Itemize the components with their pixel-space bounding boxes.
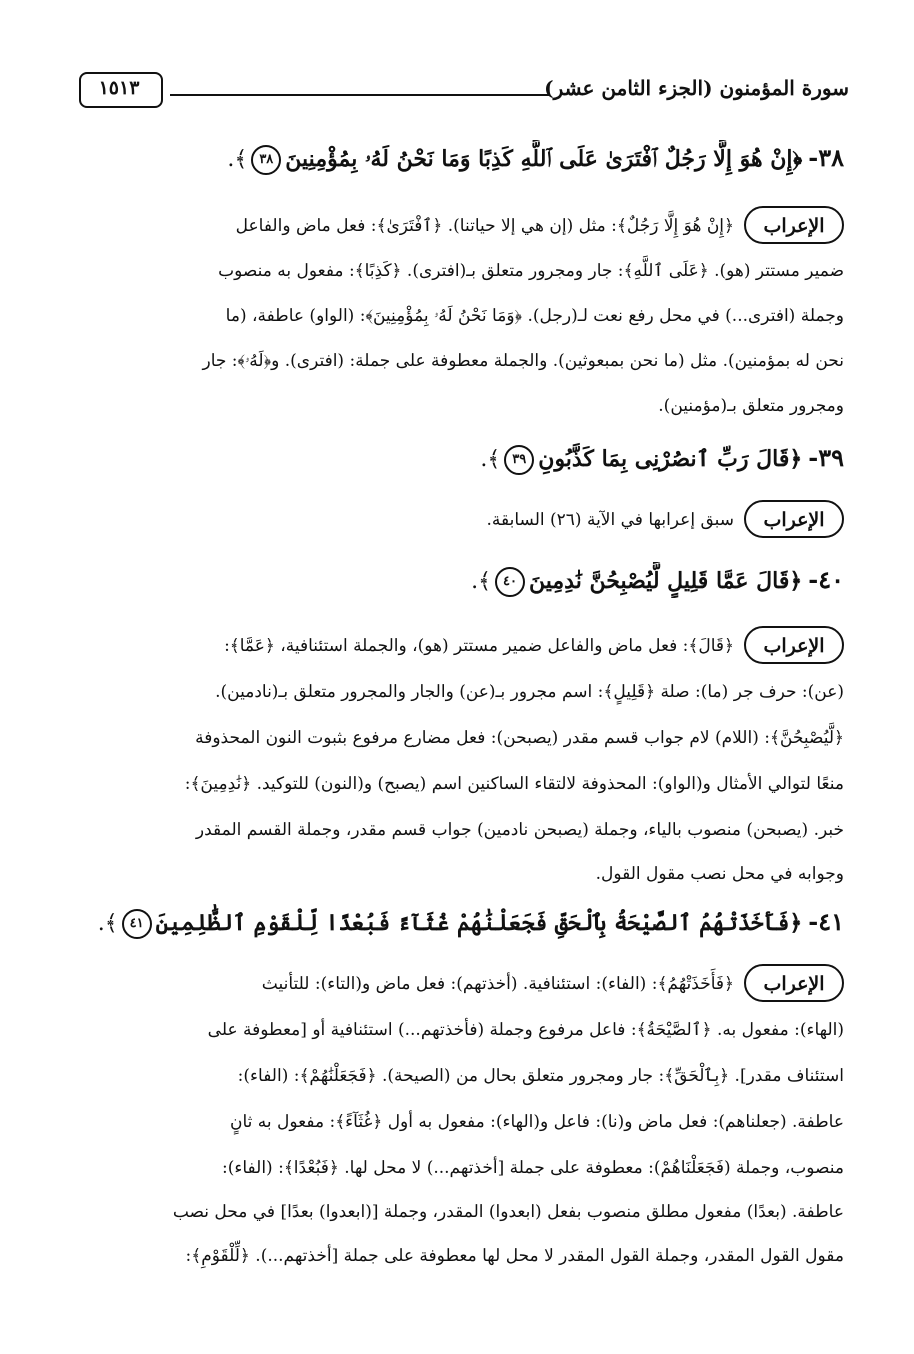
ierab-label: الإعراب [744, 626, 844, 664]
verse-text: ﴿فَأَخَذَتْهُمُ ٱلصَّيْحَةُ بِٱلْحَقِّ فَجَعَلْنَٰهُمْ غُثَآءً فَبُعْدًا لِّلْقَوْمِ ٱلظَّٰلِمِينَ [155, 910, 803, 936]
ayah-number-icon: ٣٩ [504, 445, 534, 475]
ierab-line: استئناف مقدر]. ﴿بِٱلْحَقِّ﴾: جار ومجرور متعلق بحال من (الصيحة). ﴿فَجَعَلْنَٰهُمْ﴾: (الفاء): [237, 1066, 844, 1086]
ayah-number-icon: ٤٠ [495, 567, 525, 597]
ierab-line: وجملة (افترى...) في محل رفع نعت لـ(رجل). ﴿وَمَا نَحْنُ لَهُۥ بِمُؤْمِنِينَ﴾: (الواو) عاطفة، (ما [225, 306, 844, 326]
verse-end: ﴾. [480, 447, 501, 472]
ierab-line: (الهاء): مفعول به. ﴿ٱلصَّيْحَةُ﴾: فاعل مرفوع وجملة (فأخذتهم...) استئنافية أو [معطوفة على [207, 1020, 844, 1040]
ierab-line: وجوابه في محل نصب مقول القول. [595, 864, 844, 884]
verse-number: ٣٩- [808, 443, 844, 472]
ayah-number-icon: ٤١ [122, 909, 152, 939]
verse-number: ٣٨- [808, 143, 844, 172]
verse-end: ﴾. [97, 911, 118, 936]
ierab-line: عاطفة. (جعلناهم): فعل ماض و(نا): فاعل و(الهاء): مفعول به أول ﴿غُثَآءً﴾: مفعول به ثانٍ [229, 1112, 844, 1132]
page-number: ١٥١٣ [98, 77, 140, 99]
verse-number: ٤٠- [808, 565, 844, 594]
ierab-line: منصوب، وجملة (فَجَعَلْنَاهُمْ): معطوفة على جملة [أخذتهم...) لا محل لها. ﴿فَبُعْدًا﴾: (الفاء): [222, 1158, 844, 1178]
verse-41 [70, 904, 844, 940]
ierab-line: عاطفة. (بعدًا) مفعول مطلق منصوب بفعل (ابعدوا) المقدر، وجملة [(ابعدوا) بعدًا] في محل نصب [172, 1202, 844, 1222]
verse-end: ﴾. [471, 569, 492, 594]
ierab-label: الإعراب [744, 206, 844, 244]
verse-text: ﴿إِنْ هُوَ إِلَّا رَجُلٌ ٱفْتَرَىٰ عَلَى ٱللَّهِ كَذِبًا وَمَا نَحْنُ لَهُۥ بِمُؤْمِنِينَ [285, 146, 803, 172]
ierab-line: ﴿إِنْ هُوَ إِلَّا رَجُلٌ﴾: مثل (إن هي إلا حياتنا). ﴿ٱفْتَرَىٰ﴾: فعل ماض والفاعل [235, 216, 734, 236]
ierab-line: مقول القول المقدر، وجملة القول المقدر لا محل لها معطوفة على جملة [أخذتهم...). ﴿لِّلْقَوْمِ﴾: [185, 1246, 844, 1266]
ierab-line: منعًا لتوالي الأمثال و(الواو): المحذوفة لالتقاء الساكنين اسم (يصبح) و(النون) للتوكيد. ﴿نَٰدِمِينَ﴾: [184, 774, 844, 794]
page-number-badge [75, 70, 163, 106]
verse-number: ٤١- [808, 907, 844, 936]
ierab-line: (عن): حرف جر (ما): صلة ﴿قَلِيلٍ﴾: اسم مجرور بـ(عن) والجار والمجرور متعلق بـ(نادمين). [215, 682, 844, 702]
verse-text: ﴿قَالَ عَمَّا قَلِيلٍ لَّيُصْبِحُنَّ نَٰدِمِينَ [529, 568, 803, 594]
ierab-line: ﴿لَّيُصْبِحُنَّ﴾: (اللام) لام جواب قسم مقدر (يصبحن): فعل مضارع مرفوع بثبوت النون المحذوفة [195, 728, 844, 748]
verse-40 [70, 562, 844, 598]
page-header [75, 70, 849, 110]
header-title: سورة المؤمنون (الجزء الثامن عشر) [544, 76, 849, 100]
header-rule [170, 94, 549, 96]
ierab-line: سبق إعرابها في الآية (٢٦) السابقة. [486, 510, 734, 530]
ierab-label: الإعراب [744, 964, 844, 1002]
verse-end: ﴾. [227, 147, 248, 172]
ierab-line: خبر. (يصبحن) منصوب بالياء، وجملة (يصبحن نادمين) جواب قسم مقدر، وجملة القسم المقدر [195, 820, 844, 840]
ierab-line: ضمير مستتر (هو). ﴿عَلَى ٱللَّهِ﴾: جار ومجرور متعلق بـ(افترى). ﴿كَذِبًا﴾: مفعول به منصوب [218, 261, 844, 281]
ierab-line: ومجرور متعلق بـ(مؤمنين). [658, 396, 844, 416]
ierab-line: نحن له بمؤمنين). مثل (ما نحن بمبعوثين). والجملة معطوفة على جملة: (افترى). و﴿لَهُۥ﴾: جار [202, 351, 844, 371]
verse-39 [70, 440, 844, 476]
ierab-line: ﴿فَأَخَذَتْهُمُ﴾: (الفاء): استئنافية. (أخذتهم): فعل ماض و(التاء): للتأنيث [261, 974, 734, 994]
ayah-number-icon: ٣٨ [251, 145, 281, 175]
verse-text: ﴿قَالَ رَبِّ ٱنصُرْنِى بِمَا كَذَّبُونِ [538, 446, 803, 472]
ierab-label: الإعراب [744, 500, 844, 538]
ierab-line: ﴿قَالَ﴾: فعل ماض والفاعل ضمير مستتر (هو)، والجملة استئنافية، ﴿عَمَّا﴾: [224, 636, 734, 656]
verse-38 [70, 140, 844, 176]
